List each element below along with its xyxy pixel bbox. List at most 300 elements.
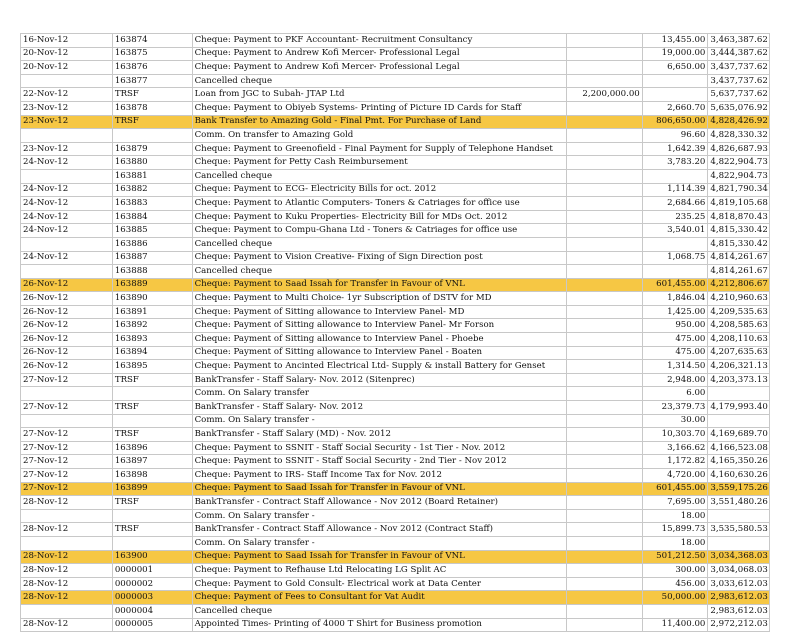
reference-cell: 163876 [112, 61, 192, 75]
table-row [21, 305, 770, 319]
date-cell: 23-Nov-12 [21, 101, 113, 115]
credit-cell [567, 618, 643, 632]
reference-cell: 163885 [112, 224, 192, 238]
description-cell: BankTransfer - Staff Salary- Nov. 2012 [192, 401, 567, 415]
date-cell: 24-Nov-12 [21, 197, 113, 211]
reference-cell: TRSF [112, 401, 192, 415]
date-cell: 24-Nov-12 [21, 210, 113, 224]
debit-cell: 300.00 [642, 564, 708, 578]
description-cell: Cheque: Payment to SSNIT - Staff Social Security - 1st Tier - Nov. 2012 [192, 441, 567, 455]
credit-cell [567, 373, 643, 387]
credit-cell [567, 292, 643, 306]
date-cell: 27-Nov-12 [21, 441, 113, 455]
debit-cell: 235.25 [642, 210, 708, 224]
balance-cell: 5,635,076.92 [708, 101, 770, 115]
reference-cell: 163879 [112, 142, 192, 156]
credit-cell [567, 333, 643, 347]
debit-cell: 475.00 [642, 346, 708, 360]
debit-cell: 475.00 [642, 333, 708, 347]
balance-cell: 4,826,687.93 [708, 142, 770, 156]
date-cell: 27-Nov-12 [21, 469, 113, 483]
balance-cell: 3,535,580.53 [708, 523, 770, 537]
table-row [21, 142, 770, 156]
reference-cell: 163900 [112, 550, 192, 564]
date-cell: 26-Nov-12 [21, 305, 113, 319]
date-cell: 28-Nov-12 [21, 496, 113, 510]
balance-cell: 4,160,630.26 [708, 469, 770, 483]
reference-cell [112, 414, 192, 428]
date-cell [21, 237, 113, 251]
balance-cell: 4,828,426.92 [708, 115, 770, 129]
table-row [21, 509, 770, 523]
balance-cell: 4,179,993.40 [708, 401, 770, 415]
balance-cell [708, 387, 770, 401]
date-cell: 27-Nov-12 [21, 455, 113, 469]
reference-cell: 0000001 [112, 564, 192, 578]
balance-cell: 4,822,904.73 [708, 156, 770, 170]
credit-cell [567, 455, 643, 469]
ledger-table [20, 33, 770, 632]
balance-cell: 4,822,904.73 [708, 169, 770, 183]
balance-cell [708, 536, 770, 550]
credit-cell [567, 156, 643, 170]
table-row [21, 401, 770, 415]
table-row [21, 455, 770, 469]
reference-cell: 163887 [112, 251, 192, 265]
date-cell: 28-Nov-12 [21, 564, 113, 578]
description-cell: BankTransfer - Contract Staff Allowance - Nov 2012 (Contract Staff) [192, 523, 567, 537]
table-row [21, 197, 770, 211]
date-cell [21, 536, 113, 550]
reference-cell: 163890 [112, 292, 192, 306]
balance-cell: 4,208,110.63 [708, 333, 770, 347]
debit-cell: 2,660.70 [642, 101, 708, 115]
description-cell: Cheque: Payment to Ancinted Electrical Ltd- Supply & install Battery for Genset [192, 360, 567, 374]
table-row [21, 237, 770, 251]
credit-cell [567, 251, 643, 265]
description-cell: Cheque: Payment to Saad Issah for Transfer in Favour of VNL [192, 278, 567, 292]
balance-cell: 4,815,330.42 [708, 237, 770, 251]
credit-cell [567, 61, 643, 75]
reference-cell: 163894 [112, 346, 192, 360]
debit-cell [642, 169, 708, 183]
debit-cell [642, 74, 708, 88]
description-cell: Cheque: Payment to SSNIT - Staff Social Security - 2nd Tier - Nov 2012 [192, 455, 567, 469]
balance-cell: 4,821,790.34 [708, 183, 770, 197]
credit-cell [567, 101, 643, 115]
debit-cell: 6,650.00 [642, 61, 708, 75]
table-row [21, 523, 770, 537]
table-row [21, 360, 770, 374]
reference-cell: TRSF [112, 523, 192, 537]
description-cell: Cheque: Payment to IRS- Staff Income Tax for Nov. 2012 [192, 469, 567, 483]
description-cell: Cheque: Payment to Gold Consult- Electrical work at Data Center [192, 577, 567, 591]
credit-cell [567, 115, 643, 129]
debit-cell: 10,303.70 [642, 428, 708, 442]
date-cell: 28-Nov-12 [21, 523, 113, 537]
balance-cell: 3,034,068.03 [708, 564, 770, 578]
balance-cell: 3,444,387.62 [708, 47, 770, 61]
table-row [21, 34, 770, 48]
credit-cell [567, 360, 643, 374]
description-cell: Cheque: Payment to Vision Creative- Fixing of Sign Direction post [192, 251, 567, 265]
description-cell: Cancelled cheque [192, 265, 567, 279]
debit-cell: 1,172.82 [642, 455, 708, 469]
description-cell: Loan from JGC to Subah- JTAP Ltd [192, 88, 567, 102]
debit-cell: 3,166.62 [642, 441, 708, 455]
reference-cell: 163881 [112, 169, 192, 183]
credit-cell [567, 564, 643, 578]
table-row [21, 210, 770, 224]
reference-cell: 163891 [112, 305, 192, 319]
debit-cell: 1,642.39 [642, 142, 708, 156]
credit-cell [567, 428, 643, 442]
credit-cell [567, 604, 643, 618]
credit-cell [567, 401, 643, 415]
balance-cell: 4,165,350.26 [708, 455, 770, 469]
description-cell: Cheque: Payment of Fees to Consultant for Vat Audit [192, 591, 567, 605]
credit-cell [567, 441, 643, 455]
credit-cell [567, 169, 643, 183]
table-row-highlighted [21, 591, 770, 605]
debit-cell: 1,314.50 [642, 360, 708, 374]
table-row [21, 469, 770, 483]
table-row [21, 564, 770, 578]
description-cell: Cheque: Payment to Obiyeb Systems- Printing of Picture ID Cards for Staff [192, 101, 567, 115]
description-cell: Cheque: Payment to PKF Accountant- Recruitment Consultancy [192, 34, 567, 48]
debit-cell: 30.00 [642, 414, 708, 428]
debit-cell: 18.00 [642, 509, 708, 523]
description-cell: Cheque: Payment to Compu-Ghana Ltd - Toners & Catriages for office use [192, 224, 567, 238]
balance-cell: 3,463,387.62 [708, 34, 770, 48]
debit-cell: 601,455.00 [642, 278, 708, 292]
description-cell: Cheque: Payment of Sitting allowance to Interview Panel- MD [192, 305, 567, 319]
date-cell [21, 129, 113, 143]
reference-cell: TRSF [112, 88, 192, 102]
credit-cell [567, 197, 643, 211]
description-cell: Cheque: Payment to Greenofield - Final Payment for Supply of Telephone Handset [192, 142, 567, 156]
balance-cell: 4,207,635.63 [708, 346, 770, 360]
reference-cell: 163898 [112, 469, 192, 483]
table-row [21, 577, 770, 591]
description-cell: Cancelled cheque [192, 74, 567, 88]
date-cell: 27-Nov-12 [21, 401, 113, 415]
reference-cell: 163883 [112, 197, 192, 211]
table-row [21, 47, 770, 61]
table-row [21, 156, 770, 170]
date-cell: 24-Nov-12 [21, 183, 113, 197]
table-row [21, 251, 770, 265]
reference-cell: TRSF [112, 496, 192, 510]
reference-cell: 163897 [112, 455, 192, 469]
date-cell: 22-Nov-12 [21, 88, 113, 102]
debit-cell: 11,400.00 [642, 618, 708, 632]
description-cell: Cheque: Payment of Sitting allowance to Interview Panel - Phoebe [192, 333, 567, 347]
table-row [21, 101, 770, 115]
debit-cell: 1,068.75 [642, 251, 708, 265]
description-cell: Cheque: Payment to Refhause Ltd Relocating LG Split AC [192, 564, 567, 578]
debit-cell: 50,000.00 [642, 591, 708, 605]
debit-cell [642, 604, 708, 618]
credit-cell [567, 319, 643, 333]
date-cell: 27-Nov-12 [21, 373, 113, 387]
credit-cell [567, 536, 643, 550]
credit-cell [567, 278, 643, 292]
date-cell: 20-Nov-12 [21, 47, 113, 61]
credit-cell [567, 210, 643, 224]
debit-cell: 806,650.00 [642, 115, 708, 129]
credit-cell [567, 34, 643, 48]
date-cell: 26-Nov-12 [21, 346, 113, 360]
balance-cell: 4,828,330.32 [708, 129, 770, 143]
credit-cell [567, 509, 643, 523]
description-cell: Cheque: Payment to Andrew Kofi Mercer- Professional Legal [192, 47, 567, 61]
table-row [21, 292, 770, 306]
balance-cell: 4,210,960.63 [708, 292, 770, 306]
table-row [21, 169, 770, 183]
balance-cell: 4,203,373.13 [708, 373, 770, 387]
credit-cell [567, 591, 643, 605]
reference-cell: 163880 [112, 156, 192, 170]
balance-cell: 5,637,737.62 [708, 88, 770, 102]
reference-cell [112, 536, 192, 550]
reference-cell: 163893 [112, 333, 192, 347]
balance-cell: 4,815,330.42 [708, 224, 770, 238]
balance-cell: 3,551,480.26 [708, 496, 770, 510]
debit-cell: 3,783.20 [642, 156, 708, 170]
reference-cell: 163895 [112, 360, 192, 374]
description-cell: Cheque: Payment to Saad Issah for Transfer in Favour of VNL [192, 482, 567, 496]
balance-cell: 3,559,175.26 [708, 482, 770, 496]
credit-cell [567, 523, 643, 537]
debit-cell: 950.00 [642, 319, 708, 333]
debit-cell: 96.60 [642, 129, 708, 143]
credit-cell [567, 414, 643, 428]
description-cell: BankTransfer - Contract Staff Allowance - Nov 2012 (Board Retainer) [192, 496, 567, 510]
ledger-body [21, 34, 770, 632]
credit-cell [567, 469, 643, 483]
date-cell: 26-Nov-12 [21, 278, 113, 292]
debit-cell [642, 265, 708, 279]
credit-cell [567, 496, 643, 510]
balance-cell: 2,983,612.03 [708, 604, 770, 618]
balance-cell: 3,033,612.03 [708, 577, 770, 591]
reference-cell: 0000005 [112, 618, 192, 632]
balance-cell: 4,814,261.67 [708, 251, 770, 265]
credit-cell [567, 305, 643, 319]
date-cell: 26-Nov-12 [21, 319, 113, 333]
date-cell: 24-Nov-12 [21, 224, 113, 238]
date-cell: 24-Nov-12 [21, 156, 113, 170]
table-row [21, 496, 770, 510]
description-cell: Cheque: Payment for Petty Cash Reimbursement [192, 156, 567, 170]
date-cell: 28-Nov-12 [21, 618, 113, 632]
table-row [21, 441, 770, 455]
debit-cell: 601,455.00 [642, 482, 708, 496]
balance-cell: 4,166,523.08 [708, 441, 770, 455]
reference-cell: TRSF [112, 428, 192, 442]
debit-cell: 18.00 [642, 536, 708, 550]
table-row-highlighted [21, 482, 770, 496]
table-row [21, 346, 770, 360]
date-cell: 23-Nov-12 [21, 142, 113, 156]
reference-cell: TRSF [112, 115, 192, 129]
date-cell: 26-Nov-12 [21, 360, 113, 374]
credit-cell [567, 482, 643, 496]
debit-cell: 15,899.73 [642, 523, 708, 537]
date-cell: 27-Nov-12 [21, 428, 113, 442]
description-cell: Comm. On Salary transfer - [192, 509, 567, 523]
reference-cell: 163874 [112, 34, 192, 48]
table-row-highlighted [21, 550, 770, 564]
reference-cell: TRSF [112, 373, 192, 387]
table-row [21, 319, 770, 333]
date-cell [21, 74, 113, 88]
reference-cell: 0000004 [112, 604, 192, 618]
reference-cell: 0000002 [112, 577, 192, 591]
description-cell: Cancelled cheque [192, 169, 567, 183]
credit-cell [567, 142, 643, 156]
table-row [21, 129, 770, 143]
credit-cell [567, 387, 643, 401]
description-cell: Appointed Times- Printing of 4000 T Shirt for Business promotion [192, 618, 567, 632]
debit-cell: 2,948.00 [642, 373, 708, 387]
description-cell: Cancelled cheque [192, 237, 567, 251]
table-row [21, 414, 770, 428]
date-cell: 20-Nov-12 [21, 61, 113, 75]
reference-cell [112, 509, 192, 523]
table-row [21, 88, 770, 102]
reference-cell: 163877 [112, 74, 192, 88]
date-cell [21, 265, 113, 279]
table-row-highlighted [21, 115, 770, 129]
balance-cell: 4,169,689.70 [708, 428, 770, 442]
credit-cell [567, 550, 643, 564]
description-cell: Cheque: Payment to Kuku Properties- Electricity Bill for MDs Oct. 2012 [192, 210, 567, 224]
debit-cell: 501,212.50 [642, 550, 708, 564]
description-cell: Cheque: Payment to ECG- Electricity Bills for oct. 2012 [192, 183, 567, 197]
debit-cell: 23,379.73 [642, 401, 708, 415]
description-cell: Cheque: Payment to Multi Choice- 1yr Subscription of DSTV for MD [192, 292, 567, 306]
balance-cell [708, 509, 770, 523]
balance-cell: 3,034,368.03 [708, 550, 770, 564]
date-cell [21, 604, 113, 618]
reference-cell: 163896 [112, 441, 192, 455]
date-cell: 16-Nov-12 [21, 34, 113, 48]
credit-cell [567, 74, 643, 88]
debit-cell: 1,846.04 [642, 292, 708, 306]
balance-cell: 4,814,261.67 [708, 265, 770, 279]
table-row [21, 224, 770, 238]
balance-cell: 4,819,105.68 [708, 197, 770, 211]
balance-cell: 4,206,321.13 [708, 360, 770, 374]
description-cell: Comm. On Salary transfer [192, 387, 567, 401]
date-cell: 28-Nov-12 [21, 577, 113, 591]
table-row [21, 536, 770, 550]
table-row-highlighted [21, 278, 770, 292]
table-row [21, 265, 770, 279]
description-cell: BankTransfer - Staff Salary (MD) - Nov. 2012 [192, 428, 567, 442]
debit-cell: 2,684.66 [642, 197, 708, 211]
table-row [21, 604, 770, 618]
debit-cell: 6.00 [642, 387, 708, 401]
balance-cell: 4,209,535.63 [708, 305, 770, 319]
reference-cell: 163886 [112, 237, 192, 251]
reference-cell: 163899 [112, 482, 192, 496]
table-row [21, 333, 770, 347]
credit-cell [567, 237, 643, 251]
table-row [21, 618, 770, 632]
table-row [21, 428, 770, 442]
table-row [21, 387, 770, 401]
description-cell: Cancelled cheque [192, 604, 567, 618]
balance-cell: 4,212,806.67 [708, 278, 770, 292]
credit-cell [567, 47, 643, 61]
date-cell: 28-Nov-12 [21, 591, 113, 605]
credit-cell [567, 224, 643, 238]
balance-cell: 4,818,870.43 [708, 210, 770, 224]
description-cell: Cheque: Payment to Atlantic Computers- Toners & Catriages for office use [192, 197, 567, 211]
description-cell: Comm. On transfer to Amazing Gold [192, 129, 567, 143]
description-cell: Cheque: Payment of Sitting allowance to Interview Panel- Mr Forson [192, 319, 567, 333]
reference-cell: 163882 [112, 183, 192, 197]
reference-cell: 163878 [112, 101, 192, 115]
description-cell: Comm. On Salary transfer - [192, 414, 567, 428]
debit-cell: 7,695.00 [642, 496, 708, 510]
credit-cell [567, 129, 643, 143]
description-cell: BankTransfer - Staff Salary- Nov. 2012 (Sitenprec) [192, 373, 567, 387]
credit-cell [567, 265, 643, 279]
reference-cell: 163892 [112, 319, 192, 333]
date-cell [21, 387, 113, 401]
table-row [21, 183, 770, 197]
credit-cell [567, 577, 643, 591]
credit-cell [567, 346, 643, 360]
reference-cell: 163889 [112, 278, 192, 292]
credit-cell: 2,200,000.00 [567, 88, 643, 102]
balance-cell: 2,972,212.03 [708, 618, 770, 632]
balance-cell: 4,208,585.63 [708, 319, 770, 333]
debit-cell: 19,000.00 [642, 47, 708, 61]
debit-cell: 456.00 [642, 577, 708, 591]
debit-cell: 1,114.39 [642, 183, 708, 197]
date-cell: 23-Nov-12 [21, 115, 113, 129]
reference-cell: 163888 [112, 265, 192, 279]
description-cell: Cheque: Payment of Sitting allowance to Interview Panel - Boaten [192, 346, 567, 360]
date-cell [21, 414, 113, 428]
credit-cell [567, 183, 643, 197]
date-cell: 26-Nov-12 [21, 333, 113, 347]
debit-cell [642, 237, 708, 251]
debit-cell: 1,425.00 [642, 305, 708, 319]
balance-cell [708, 414, 770, 428]
reference-cell: 163884 [112, 210, 192, 224]
table-row [21, 74, 770, 88]
description-cell: Bank Transfer to Amazing Gold - Final Pmt. For Purchase of Land [192, 115, 567, 129]
balance-cell: 3,437,737.62 [708, 61, 770, 75]
date-cell: 27-Nov-12 [21, 482, 113, 496]
reference-cell [112, 129, 192, 143]
table-row [21, 373, 770, 387]
debit-cell [642, 88, 708, 102]
debit-cell: 4,720.00 [642, 469, 708, 483]
date-cell [21, 509, 113, 523]
debit-cell: 13,455.00 [642, 34, 708, 48]
debit-cell: 3,540.01 [642, 224, 708, 238]
table-row [21, 61, 770, 75]
balance-cell: 3,437,737.62 [708, 74, 770, 88]
date-cell: 24-Nov-12 [21, 251, 113, 265]
